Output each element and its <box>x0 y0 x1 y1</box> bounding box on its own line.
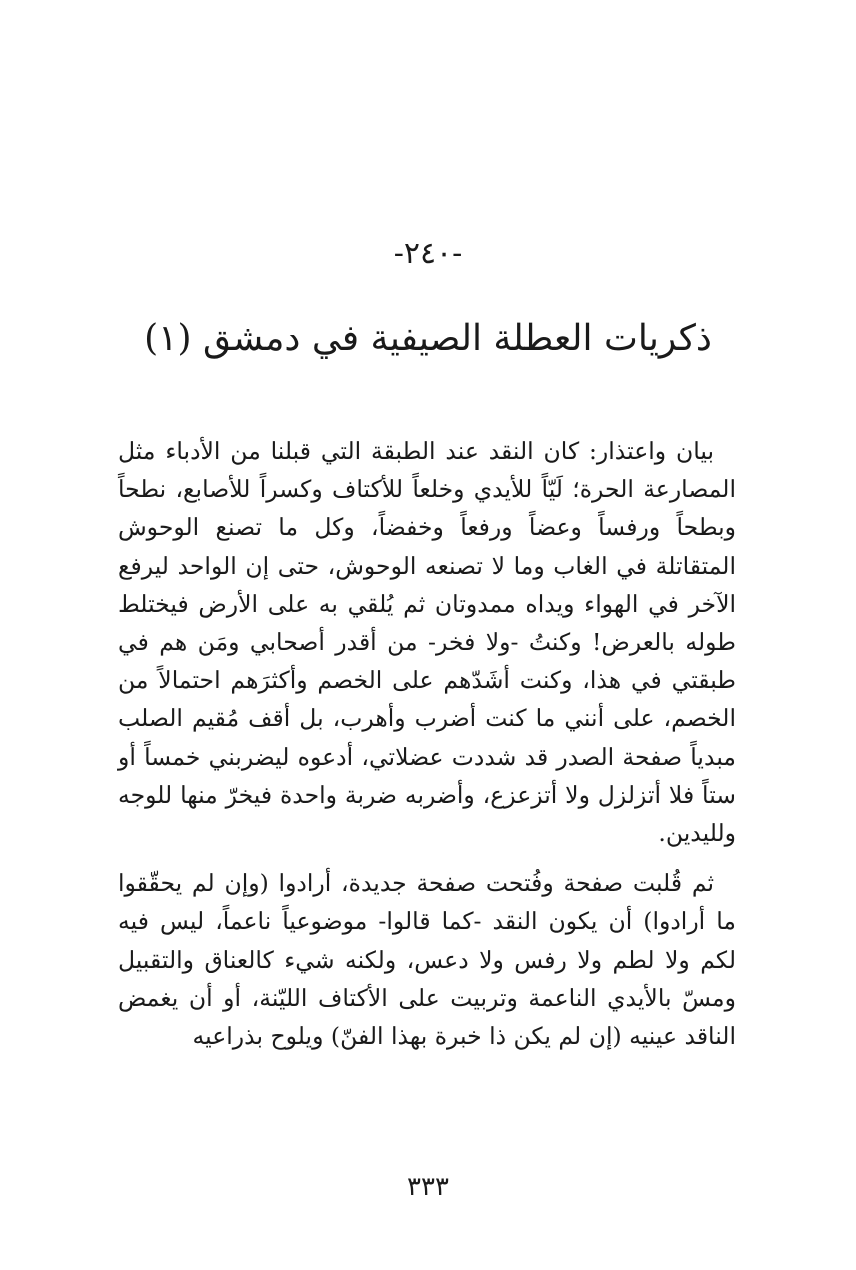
page-number: ٣٣٣ <box>407 1172 449 1202</box>
chapter-title: ذكريات العطلة الصيفية في دمشق (١) <box>144 318 712 359</box>
section-number: -٢٤٠- <box>393 236 463 271</box>
paragraph-2: ثم قُلبت صفحة وفُتحت صفحة جديدة، أرادوا (وإن لم يحقّقوا ما أرادوا) أن يكون النقد -كما قالوا- موضوعياً ناعماً، ليس فيه لكم ولا لطم ولا رفس ولا دعس، ولكنه شيء كالعناق والتقبيل ومسّ بالأيدي الناعمة وتربيت على الأكتاف الليّنة، أو أن يغمض الناقد عينيه (إن لم يكن ذا خبرة بهذا الفنّ) ويلوح بذراعيه <box>118 869 736 1051</box>
body-text <box>118 432 736 1055</box>
paragraph-1: بيان واعتذار: كان النقد عند الطبقة التي قبلنا من الأدباء مثل المصارعة الحرة؛ لَيّاً للأيدي وخلعاً للأكتاف وكسراً للأصابع، نطحاً وبطحاً ورفساً وعضاً ورفعاً وخفضاً، وكل ما تصنع الوحوش المتقاتلة في الغاب وما لا تصنعه الوحوش، حتى إن الواحد ليرفع الآخر في الهواء ويداه ممدوتان ثم يُلقي به على الأرض فيختلط طوله بالعرض! وكنتُ -ولا فخر- من أقدر أصحابي ومَن هم في طبقتي في هذا، وكنت أشَدّهم على الخصم وأكثرَهم احتمالاً من الخصم، على أنني ما كنت أضرب وأهرب، بل أقف مُقيم الصلب مبدياً صفحة الصدر قد شددت عضلاتي، أدعوه ليضربني خمساً أو ستاً فلا أتزلزل ولا أتزعزع، وأضربه ضربة واحدة فيخرّ منها للوجه ولليدين. <box>118 437 736 848</box>
